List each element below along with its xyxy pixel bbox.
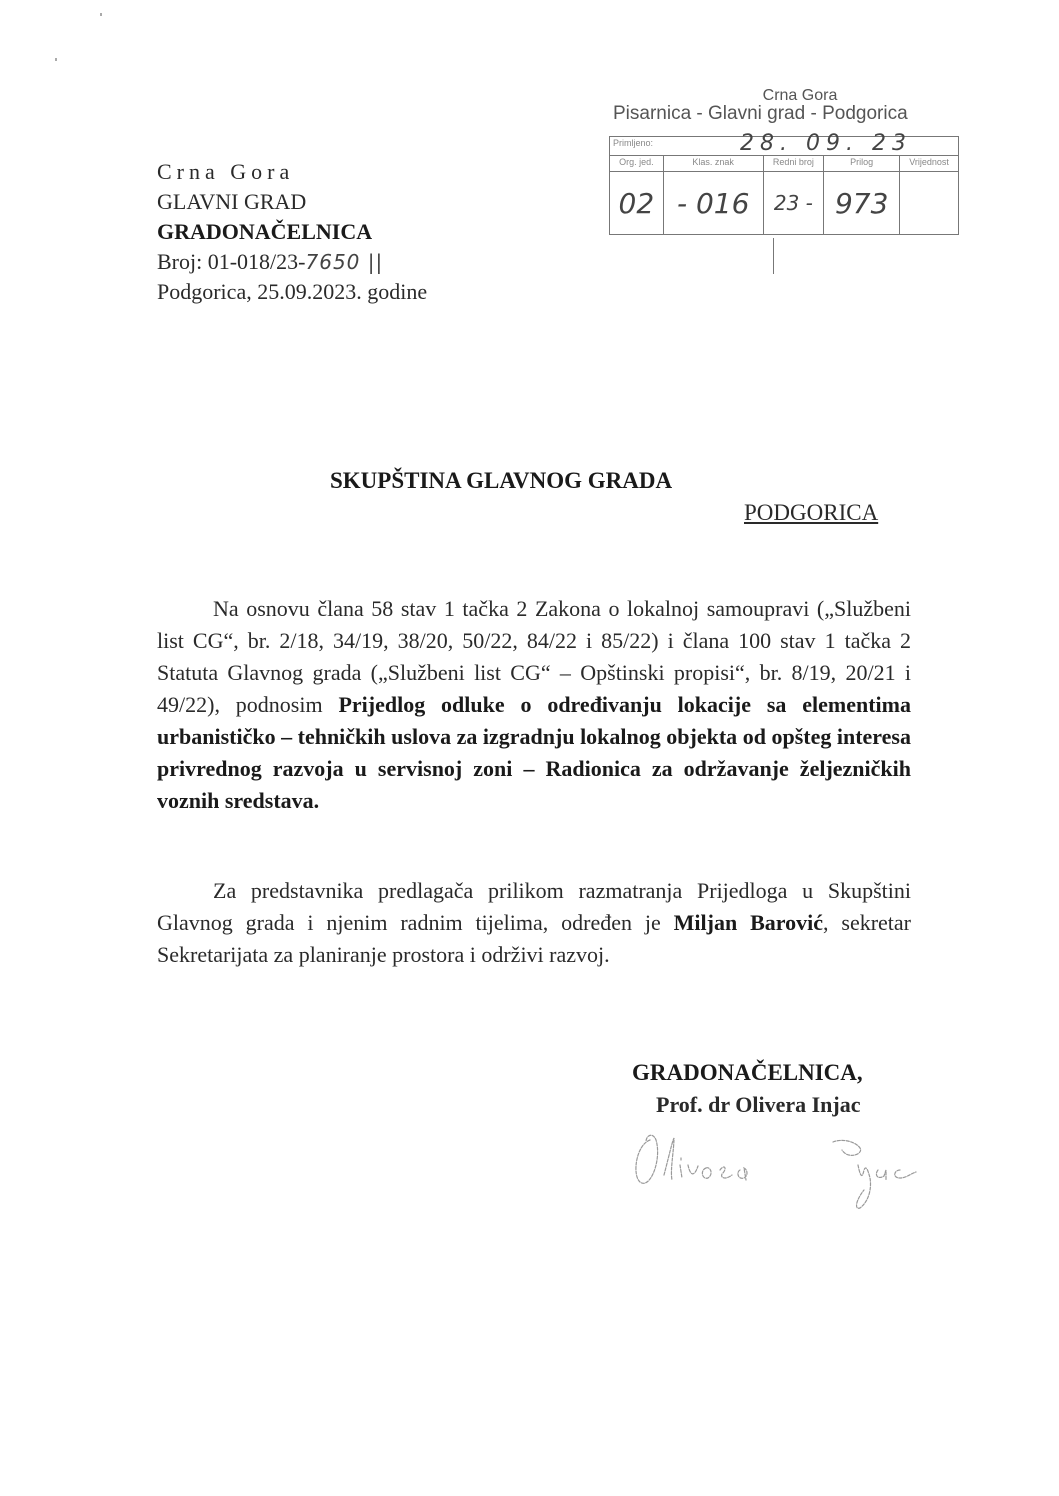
stamp-line-country: Crna Gora (762, 87, 838, 104)
addressee-city: PODGORICA (744, 500, 879, 525)
stamp-received-date: 28. 09. 23 (740, 131, 912, 156)
body-paragraph-1 (157, 593, 911, 817)
scan-speck (100, 13, 102, 16)
stamp-value-row (610, 172, 959, 235)
scan-speck (55, 58, 57, 61)
stamp-col-klas: Klas. znak (663, 156, 763, 172)
para1-proposal-title: Prijedlog odluke o određivanju lokacije sa elementima urbanističko – tehničkih uslova za izgradnju lokalnog objekta od opšteg interesa privrednog razvoja u servisnoj zoni – Radionica za održavanje željezničkih voznih sredstava. (157, 692, 911, 813)
para2-text-a: Za predstavnika predlagača prilikom razmatranja Prijedloga u Skupštini Glavnog grada i njenim radnim tijelima, određen je (157, 878, 911, 935)
letterhead (157, 157, 427, 307)
stamp-col-vrijednost: Vrijednost (900, 156, 959, 172)
number-handwritten-mark: || (360, 250, 384, 274)
stamp-val-prilog: 973 (834, 186, 889, 220)
para1-text: Na osnovu člana 58 stav 1 tačka 2 Zakona o lokalnoj samoupravi („Službeni list CG“, br. 2/18, 34/19, 38/20, 50/22, 84/22 i 85/22) i člana 100 stav 1 tačka 2 Statuta Glavnog grada („Službeni list CG“ – Opštinski propisi“, br. 8/19, 20/21 i 49/22), podnosim (157, 596, 911, 717)
addressee-name: SKUPŠTINA GLAVNOG GRADA (330, 468, 673, 493)
stamp-received-row (610, 137, 959, 156)
letterhead-country: Crna Gora (157, 159, 295, 184)
body-paragraph-2 (157, 875, 911, 971)
para2-representative: Miljan Barović (673, 910, 823, 935)
stamp-val-redni: 23 - (773, 191, 813, 215)
para2-text-b: , sekretar Sekretarijata za planiranje prostora i održivi razvoj. (157, 910, 912, 967)
stamp-col-prilog: Prilog (824, 156, 900, 172)
number-handwritten: 7650 (305, 250, 361, 274)
stamp-val-org: 02 (618, 186, 655, 220)
number-label: Broj: 01-018/23- (157, 249, 306, 274)
stamp-table (609, 131, 959, 235)
letterhead-number (157, 247, 427, 277)
signature-name: Prof. dr Olivera Injac (656, 1092, 861, 1117)
letterhead-place-date: Podgorica, 25.09.2023. godine (157, 279, 428, 304)
stamp-line-office: Pisarnica - Glavni grad - Podgorica (613, 103, 908, 124)
letterhead-city-authority: GLAVNI GRAD (157, 189, 307, 214)
stamp-received-label: Primljeno: (613, 138, 654, 148)
stamp-tick-line (773, 238, 774, 274)
registry-stamp (595, 88, 965, 248)
stamp-col-org: Org. jed. (610, 156, 664, 172)
signature-title: GRADONAČELNICA, (632, 1060, 863, 1085)
letterhead-office: GRADONAČELNICA (157, 219, 373, 244)
stamp-header-row (610, 156, 959, 172)
stamp-col-redni: Redni broj (763, 156, 823, 172)
stamp-val-klas: - 016 (676, 186, 750, 220)
handwritten-signature (628, 1120, 938, 1215)
